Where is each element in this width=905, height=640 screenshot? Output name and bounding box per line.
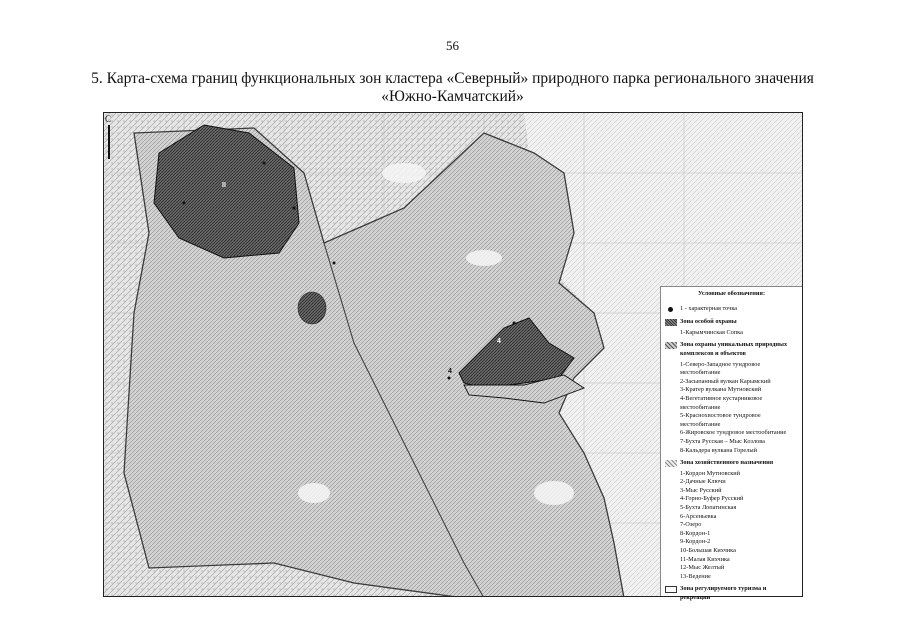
legend-item: 1-Кордон Мутновский xyxy=(680,469,741,477)
map-label-zone-a: II xyxy=(222,182,226,189)
recreation-zone-swatch-icon xyxy=(665,586,677,593)
zone-unique-small xyxy=(298,292,326,324)
legend-item: 6-Арсеньевка xyxy=(680,512,717,520)
page-number: 56 xyxy=(446,38,459,53)
north-arrow-icon xyxy=(108,125,110,159)
legend-unique-title: Зона охраны уникальных природных комплексов и объектов xyxy=(680,341,788,357)
legend-item: 5-Бухта Лопатинская xyxy=(680,504,737,512)
strict-zone-swatch-icon xyxy=(665,319,677,326)
legend-point-label: 1 - характерная точка xyxy=(680,304,738,312)
legend-title: Условные обозначения: xyxy=(697,290,766,297)
page-title xyxy=(60,70,845,106)
legend-strict-items xyxy=(680,329,798,338)
legend-item: 3-Мыс Русский xyxy=(680,486,722,494)
legend-economic-row xyxy=(665,459,798,468)
economic-zone-swatch-icon xyxy=(665,460,677,467)
legend-item: 8-Кордон-1 xyxy=(680,529,711,537)
map-label-zone-c: 4 xyxy=(448,368,452,375)
map-label-zone-b: 4 xyxy=(497,338,501,345)
legend-item: 9-Кордон-2 xyxy=(680,538,711,546)
legend-item: 5-Краснохвостовое тундровое местообитание xyxy=(680,412,761,428)
legend-item: 4-Вегетативное кустарниковое местообитание xyxy=(680,394,763,411)
legend-point-row xyxy=(665,305,798,314)
legend-economic-items xyxy=(680,470,798,582)
legend-item: 2-Дачные Ключи xyxy=(680,478,726,486)
legend-strict-title: Зона особой охраны xyxy=(680,318,737,326)
legend-item: 1-Северо-Западное тундровое местообитание xyxy=(680,360,761,377)
title-line-2: «Южно-Камчатский» xyxy=(381,88,524,105)
legend-item: 10-Большая Кихчика xyxy=(680,547,736,555)
legend-item: 3-Кратер вулкана Мутновский xyxy=(680,386,762,394)
legend-recreation-row xyxy=(665,585,798,602)
map-legend xyxy=(660,286,802,601)
unique-zone-swatch-icon xyxy=(665,342,677,349)
legend-economic-title: Зона хозяйственного назначения xyxy=(680,459,774,467)
legend-item: 8-Кальдера вулкана Горелый xyxy=(680,446,757,454)
legend-item: 12-Мыс Желтый xyxy=(680,564,725,572)
legend-item: 7-Озеро xyxy=(680,521,702,529)
legend-item: 1-Карымчинская Сопка xyxy=(680,328,743,336)
legend-recreation-title: Зона регулируемого туризма и рекреации xyxy=(680,585,767,601)
legend-unique-items xyxy=(680,361,798,456)
legend-item: 7-Бухта Русская – Мыс Козлова xyxy=(680,437,765,445)
point-icon xyxy=(668,307,673,312)
legend-item: 4-Горно-Буфер Русский xyxy=(680,495,744,503)
legend-item: 13-Ведение xyxy=(680,572,711,580)
title-line-1: 5. Карта-схема границ функциональных зон кластера «Северный» природного парка регионального значения xyxy=(91,70,814,87)
legend-item: 11-Малая Кихчика xyxy=(680,555,730,563)
legend-strict-row xyxy=(665,318,798,327)
north-label: С xyxy=(105,114,112,124)
legend-item: 2-Засыпанный вулкан Карымский xyxy=(680,377,771,385)
legend-item: 6-Жировское тундровое местообитание xyxy=(680,429,787,437)
legend-unique-row xyxy=(665,341,798,358)
